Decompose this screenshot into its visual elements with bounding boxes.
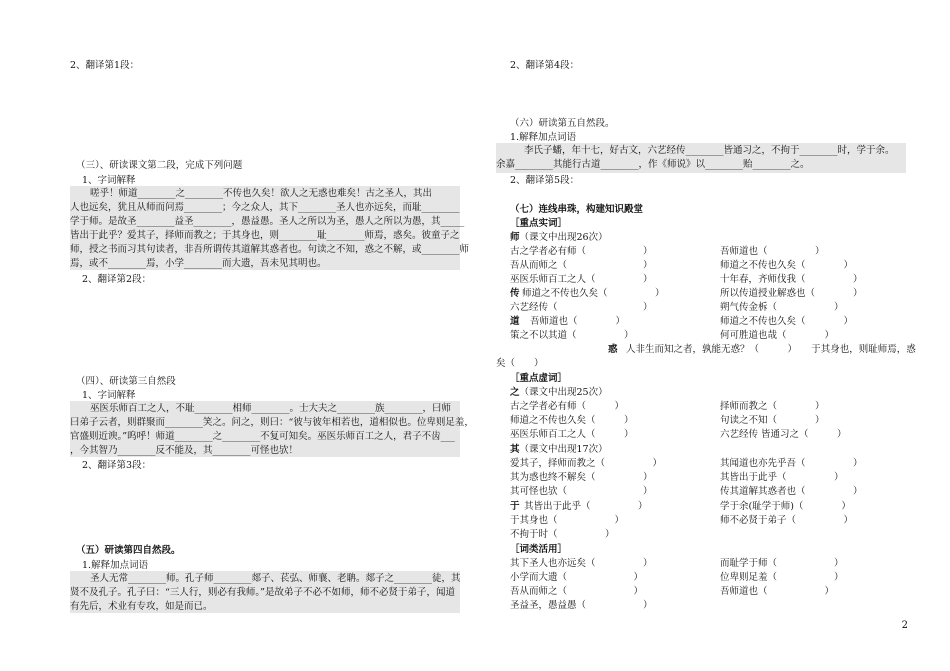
shi-head: 师 <box>510 232 520 243</box>
exercise-item: 传其道解其惑者也（ ） <box>720 486 863 497</box>
p4-line: ，今其智乃________反不能及，其________可怪也欤！ <box>70 445 299 456</box>
zhi-head: 之 <box>510 387 520 398</box>
section7-heading: （七）连线串珠，构建知识殿堂 <box>510 204 644 215</box>
exercise-item: 句读之不知（ ） <box>720 415 825 426</box>
shici-heading: ［重点实词］ <box>510 218 568 229</box>
translate-para1: 2、翻译第1段： <box>70 60 140 71</box>
exercise-item: 所以传道授业解惑也（ ） <box>720 288 863 299</box>
exercise-item: 师道之不传也久矣（ ） <box>720 316 854 327</box>
exercise-item: 矣（ ） <box>496 358 544 369</box>
exercise-item: 六艺经传 皆通习之（ ） <box>720 429 847 440</box>
exercise-item: 古之学者必有师（ ） <box>510 246 653 257</box>
exercise-item: 吾师道也（ ） <box>530 316 626 327</box>
exercise-item: 师不必贤于弟子（ ） <box>720 515 854 526</box>
exercise-item: 策之不以其道（ ） <box>510 330 634 341</box>
section5-heading: （五）研读第四自然段。 <box>76 545 181 556</box>
p3-line: 师，授之书而习其句读者，非吾所谓传其道解其惑者也。句读之不知，惑之不解，或________师 <box>70 244 470 255</box>
exercise-item: 吾从而师之（ ） <box>510 260 653 271</box>
shi-note: （课文中出现26次） <box>519 232 608 243</box>
p4-line: 巫医乐师百工之人，不耻________相师________。士大夫之________族________，曰师 <box>90 403 452 414</box>
yu-head: 于 <box>510 501 520 512</box>
exercise-item: 古之学者必有师（ ） <box>510 401 625 412</box>
exercise-item: 何可胜道也哉（ ） <box>720 330 835 341</box>
translate-para5: 2、翻译第5段： <box>510 175 580 186</box>
exercise-item: 位卑则足羞（ ） <box>720 572 844 583</box>
exercise-item: 学于余(耻学于师)（ ） <box>720 501 851 512</box>
section6-heading: （六）研读第五自然段。 <box>510 118 615 129</box>
zhi-note: （课文中出现25次） <box>519 387 608 398</box>
exercise-item: 于其身也（ ） <box>510 515 625 526</box>
p3-line: 人也远矣，犹且从师而问焉________；今之众人，其下________圣人也亦远矣，而耻________ <box>70 202 460 213</box>
exercise-item: 其皆出于此乎（ ） <box>720 472 844 483</box>
cilei-heading: ［词类活用］ <box>510 544 568 555</box>
exercise-item: 朔气传金柝（ ） <box>720 302 844 313</box>
exercise-item: 巫医乐师百工之人（ ） <box>510 429 634 440</box>
exercise-item: 六艺经传（ ） <box>510 302 653 313</box>
p3-line: 皆出于此乎？爱其子，择师而教之；于其身也，则________耻________师焉，惑矣。彼童子之 <box>70 230 460 241</box>
section6-sub: 1.解释加点词语 <box>510 132 577 143</box>
dao-head: 道 <box>510 316 520 327</box>
p6-line: 李氏子蟠，年十七，好古文，六艺经传________皆通习之，不拘于________时，学于余。 <box>524 145 895 156</box>
p4-line: 官盛则近谀。”呜呼！师道________之________不复可知矣。巫医乐师百工之人，君子不齿___ <box>70 431 455 442</box>
section3-heading: （三）、研读课文第二段，完成下列问题 <box>76 160 243 171</box>
qi-note: （课文中出现17次） <box>519 444 608 455</box>
translate-para2: 2、翻译第2段： <box>82 274 152 285</box>
exercise-item: 巫医乐师百工之人（ ） <box>510 274 653 285</box>
exercise-item: 吾从而师之（ ） <box>510 586 644 597</box>
exercise-item: 师道之不传也久矣（ ） <box>510 415 634 426</box>
section4-heading: （四）、研读第三自然段 <box>76 376 176 387</box>
exercise-item: 师道之不传也久矣（ ） <box>522 288 665 299</box>
p6-line: 余嘉________其能行古道________，作《师说》以________贻________之。 <box>496 159 810 170</box>
translate-para4: 2、翻译第4段： <box>510 60 580 71</box>
section4-sub: 1、字词解释 <box>82 390 136 401</box>
p5-line: 圣人无常________师。孔子师________郯子、苌弘、师襄、老聃。郯子之________徒，其 <box>90 573 461 584</box>
exercise-item: 择师而教之（ ） <box>720 401 825 412</box>
p3-line: 学于师。是故圣________益圣________，愚益愚。圣人之所以为圣，愚人之所以为愚，其_____ <box>70 216 465 227</box>
section3-sub: 1、字词解释 <box>82 175 136 186</box>
exercise-item: 人非生而知之者，孰能无惑？（ ） 于其身也，则耻师焉，惑 <box>626 344 916 355</box>
exercise-item: 师道之不传也久矣（ ） <box>720 260 854 271</box>
exercise-item: 小学而大遗（ ） <box>510 572 644 583</box>
p5-line: 贤不及孔子。孔子曰：“三人行，则必有我师。”是故弟子不必不如师，师不必贤于弟子，闻道 <box>70 587 455 598</box>
exercise-item: 其为惑也终不解矣（ ） <box>510 472 653 483</box>
exercise-item: 而耻学于师（ ） <box>720 558 844 569</box>
exercise-item: 其闻道也亦先乎吾（ ） <box>720 458 863 469</box>
xuci-heading: ［重点虚词］ <box>510 373 568 384</box>
p3-line: 嗟乎！师道________之________不传也久矣！欲人之无惑也难矣！古之圣人，其出 <box>90 188 433 199</box>
p5-line: 有先后，术业有专攻，如是而已。 <box>70 601 213 612</box>
exercise-item: 圣益圣，愚益愚（ ） <box>510 600 653 611</box>
exercise-item: 不拘于时（ ） <box>510 529 615 540</box>
qi-head: 其 <box>510 444 520 455</box>
huo-head: 惑 <box>608 344 618 355</box>
page-number: 2 <box>901 620 908 631</box>
exercise-item: 吾师道也（ ） <box>720 246 825 257</box>
chuan-head: 传 <box>510 288 520 299</box>
p3-line: 焉，或不________焉，小学________而大遗，吾未见其明也。 <box>70 258 327 269</box>
section5-sub: 1.解释加点词语 <box>82 560 149 571</box>
exercise-item: 吾师道也（ ） <box>720 586 835 597</box>
exercise-item: 爱其子，择师而教之（ ） <box>510 458 663 469</box>
exercise-item: 其可怪也欤（ ） <box>510 486 653 497</box>
exercise-item: 其下圣人也亦远矣（ ） <box>510 558 653 569</box>
exercise-item: 十年春，齐师伐我（ ） <box>720 274 863 285</box>
translate-para3: 2、翻译第3段： <box>82 460 152 471</box>
p4-line: 曰弟子云者，则群聚而________笑之。问之，则曰：“彼与彼年相若也，道相似也。位卑则足羞， <box>70 417 474 428</box>
exercise-item: 其皆出于此乎（ ） <box>524 501 648 512</box>
